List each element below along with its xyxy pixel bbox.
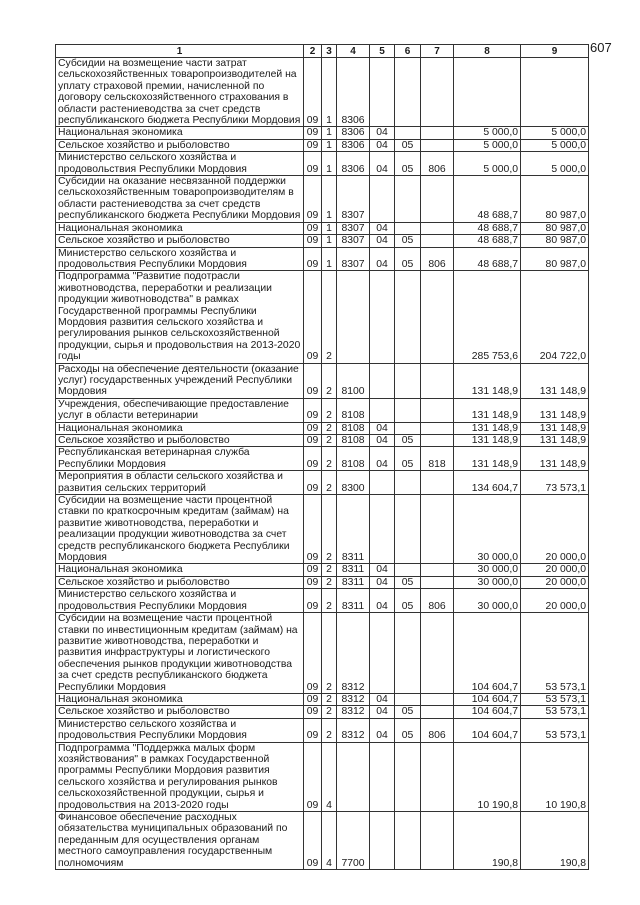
subsection-code-cell: 2 <box>322 471 337 495</box>
section-code-cell: 04 <box>370 576 395 588</box>
section-code-cell: 04 <box>370 693 395 705</box>
amount-2015-cell: 131 148,9 <box>521 398 589 422</box>
table-header <box>56 45 589 58</box>
table-row <box>56 706 589 718</box>
article-code-cell: 8108 <box>337 435 370 447</box>
amount-2015-cell: 131 148,9 <box>521 447 589 471</box>
section-code-cell <box>370 495 395 564</box>
row-name-cell: Мероприятия в области сельского хозяйства и развития сельских территорий <box>56 471 304 495</box>
table-row <box>56 613 589 694</box>
amount-2014-cell: 5 000,0 <box>454 139 521 151</box>
section-code-cell <box>370 812 395 870</box>
article-code-cell: 8307 <box>337 235 370 247</box>
vr-code-cell <box>421 742 454 811</box>
row-name-cell: Субсидии на возмещение части затрат сельскохозяйственных товаропроизводителей на уплату страховой премии, начисленной по договору сельскохозяйственного страхования в области растениеводства за счет средств республиканского бюджета Республики Мордовия <box>56 58 304 127</box>
table-row <box>56 222 589 234</box>
column-header: 4 <box>337 45 370 58</box>
article-code-cell: 8306 <box>337 127 370 139</box>
amount-2014-cell: 131 148,9 <box>454 398 521 422</box>
subsection2-code-cell <box>395 58 421 127</box>
subsection2-code-cell <box>395 422 421 434</box>
subsection2-code-cell: 05 <box>395 152 421 176</box>
table-row <box>56 152 589 176</box>
gr-code-cell: 09 <box>304 176 322 223</box>
vr-code-cell: 818 <box>421 447 454 471</box>
amount-2015-cell: 53 573,1 <box>521 613 589 694</box>
table-row <box>56 742 589 811</box>
amount-2015-cell: 80 987,0 <box>521 222 589 234</box>
amount-2015-cell: 80 987,0 <box>521 247 589 271</box>
article-code-cell: 8108 <box>337 398 370 422</box>
subsection-code-cell: 2 <box>322 447 337 471</box>
subsection-code-cell: 1 <box>322 152 337 176</box>
table-row <box>56 271 589 363</box>
subsection2-code-cell <box>395 471 421 495</box>
subsection-code-cell: 2 <box>322 422 337 434</box>
gr-code-cell: 09 <box>304 495 322 564</box>
amount-2014-cell: 48 688,7 <box>454 247 521 271</box>
header-row <box>56 45 589 58</box>
amount-2015-cell: 73 573,1 <box>521 471 589 495</box>
amount-2014-cell: 30 000,0 <box>454 564 521 576</box>
section-code-cell: 04 <box>370 706 395 718</box>
subsection2-code-cell <box>395 742 421 811</box>
gr-code-cell: 09 <box>304 247 322 271</box>
row-name-cell: Министерство сельского хозяйства и продовольствия Республики Мордовия <box>56 718 304 742</box>
vr-code-cell <box>421 495 454 564</box>
gr-code-cell: 09 <box>304 271 322 363</box>
vr-code-cell: 806 <box>421 589 454 613</box>
table-row <box>56 812 589 870</box>
column-header: 3 <box>322 45 337 58</box>
amount-2014-cell: 104 604,7 <box>454 706 521 718</box>
amount-2015-cell: 53 573,1 <box>521 693 589 705</box>
article-code-cell: 8312 <box>337 706 370 718</box>
gr-code-cell: 09 <box>304 422 322 434</box>
table-row <box>56 422 589 434</box>
vr-code-cell: 806 <box>421 152 454 176</box>
amount-2015-cell: 53 573,1 <box>521 718 589 742</box>
subsection-code-cell: 2 <box>322 718 337 742</box>
row-name-cell: Субсидии на оказание несвязанной поддержки сельскохозяйственным товаропроизводителям в области растениеводства за счет средств республиканского бюджета Республики Мордовия <box>56 176 304 223</box>
row-name-cell: Расходы на обеспечение деятельности (оказание услуг) государственных учреждений Республики Мордовия <box>56 363 304 398</box>
subsection2-code-cell <box>395 812 421 870</box>
article-code-cell: 8311 <box>337 576 370 588</box>
row-name-cell: Национальная экономика <box>56 564 304 576</box>
subsection-code-cell: 1 <box>322 222 337 234</box>
subsection2-code-cell <box>395 222 421 234</box>
amount-2014-cell: 131 148,9 <box>454 447 521 471</box>
subsection2-code-cell: 05 <box>395 235 421 247</box>
gr-code-cell: 09 <box>304 127 322 139</box>
gr-code-cell: 09 <box>304 235 322 247</box>
subsection-code-cell: 1 <box>322 127 337 139</box>
section-code-cell <box>370 613 395 694</box>
row-name-cell: Министерство сельского хозяйства и продовольствия Республики Мордовия <box>56 152 304 176</box>
table-row <box>56 176 589 223</box>
section-code-cell: 04 <box>370 235 395 247</box>
row-name-cell: Финансовое обеспечение расходных обязательства муниципальных образований по переданным для осуществления органам местного самоуправления государственным полномочиям <box>56 812 304 870</box>
amount-2015-cell: 5 000,0 <box>521 127 589 139</box>
row-name-cell: Подпрограмма "Поддержка малых форм хозяйствования" в рамках Государственной программы Республики Мордовия развития сельского хозяйства и регулирования рынков сельскохозяйственной продукции, сырья и продовольствия на 2013-2020 годы <box>56 742 304 811</box>
table-row <box>56 363 589 398</box>
article-code-cell: 8300 <box>337 471 370 495</box>
section-code-cell: 04 <box>370 564 395 576</box>
section-code-cell <box>370 398 395 422</box>
amount-2014-cell: 48 688,7 <box>454 222 521 234</box>
gr-code-cell: 09 <box>304 693 322 705</box>
row-name-cell: Министерство сельского хозяйства и продовольствия Республики Мордовия <box>56 589 304 613</box>
table-row <box>56 718 589 742</box>
subsection-code-cell: 4 <box>322 812 337 870</box>
section-code-cell: 04 <box>370 152 395 176</box>
subsection-code-cell: 2 <box>322 693 337 705</box>
amount-2015-cell: 20 000,0 <box>521 589 589 613</box>
row-name-cell: Национальная экономика <box>56 222 304 234</box>
row-name-cell: Сельское хозяйство и рыболовство <box>56 706 304 718</box>
table-row <box>56 564 589 576</box>
amount-2014-cell: 5 000,0 <box>454 152 521 176</box>
subsection2-code-cell <box>395 271 421 363</box>
row-name-cell: Сельское хозяйство и рыболовство <box>56 139 304 151</box>
vr-code-cell <box>421 576 454 588</box>
subsection-code-cell: 1 <box>322 235 337 247</box>
column-header: 5 <box>370 45 395 58</box>
row-name-cell: Республиканская ветеринарная служба Республики Мордовия <box>56 447 304 471</box>
amount-2014-cell: 104 604,7 <box>454 693 521 705</box>
article-code-cell: 8311 <box>337 495 370 564</box>
gr-code-cell: 09 <box>304 58 322 127</box>
article-code-cell <box>337 742 370 811</box>
vr-code-cell <box>421 235 454 247</box>
vr-code-cell <box>421 271 454 363</box>
section-code-cell: 04 <box>370 589 395 613</box>
section-code-cell: 04 <box>370 422 395 434</box>
row-name-cell: Национальная экономика <box>56 127 304 139</box>
vr-code-cell <box>421 222 454 234</box>
subsection2-code-cell <box>395 176 421 223</box>
vr-code-cell <box>421 564 454 576</box>
subsection2-code-cell: 05 <box>395 706 421 718</box>
subsection-code-cell: 2 <box>322 398 337 422</box>
article-code-cell: 8311 <box>337 564 370 576</box>
table-row <box>56 576 589 588</box>
gr-code-cell: 09 <box>304 435 322 447</box>
vr-code-cell <box>421 471 454 495</box>
subsection-code-cell: 2 <box>322 706 337 718</box>
amount-2014-cell: 131 148,9 <box>454 363 521 398</box>
amount-2014-cell: 30 000,0 <box>454 495 521 564</box>
vr-code-cell <box>421 706 454 718</box>
vr-code-cell <box>421 693 454 705</box>
section-code-cell <box>370 471 395 495</box>
row-name-cell: Национальная экономика <box>56 693 304 705</box>
gr-code-cell: 09 <box>304 139 322 151</box>
row-name-cell: Субсидии на возмещение части процентной ставки по краткосрочным кредитам (займам) на развитие животноводства, переработки и реализации продукции животноводства за счет средств республиканского бюджета Республики Мордовия <box>56 495 304 564</box>
section-code-cell: 04 <box>370 435 395 447</box>
amount-2014-cell: 5 000,0 <box>454 127 521 139</box>
column-header: 7 <box>421 45 454 58</box>
article-code-cell: 7700 <box>337 812 370 870</box>
section-code-cell <box>370 271 395 363</box>
amount-2014-cell: 30 000,0 <box>454 576 521 588</box>
gr-code-cell: 09 <box>304 398 322 422</box>
table-row <box>56 127 589 139</box>
subsection-code-cell: 2 <box>322 613 337 694</box>
subsection-code-cell: 1 <box>322 176 337 223</box>
amount-2015-cell: 131 148,9 <box>521 435 589 447</box>
section-code-cell: 04 <box>370 247 395 271</box>
table-row <box>56 447 589 471</box>
article-code-cell: 8307 <box>337 222 370 234</box>
vr-code-cell <box>421 422 454 434</box>
column-header: 2 <box>304 45 322 58</box>
amount-2014-cell: 48 688,7 <box>454 176 521 223</box>
amount-2014-cell: 48 688,7 <box>454 235 521 247</box>
subsection-code-cell: 2 <box>322 435 337 447</box>
subsection-code-cell: 2 <box>322 589 337 613</box>
subsection-code-cell: 1 <box>322 139 337 151</box>
subsection2-code-cell: 05 <box>395 139 421 151</box>
vr-code-cell <box>421 812 454 870</box>
section-code-cell <box>370 176 395 223</box>
amount-2015-cell: 20 000,0 <box>521 576 589 588</box>
article-code-cell: 8307 <box>337 247 370 271</box>
section-code-cell <box>370 742 395 811</box>
subsection2-code-cell <box>395 613 421 694</box>
gr-code-cell: 09 <box>304 447 322 471</box>
row-name-cell: Сельское хозяйство и рыболовство <box>56 235 304 247</box>
amount-2014-cell: 131 148,9 <box>454 435 521 447</box>
article-code-cell: 8306 <box>337 139 370 151</box>
vr-code-cell <box>421 363 454 398</box>
row-name-cell: Министерство сельского хозяйства и продовольствия Республики Мордовия <box>56 247 304 271</box>
article-code-cell: 8311 <box>337 589 370 613</box>
amount-2015-cell: 20 000,0 <box>521 495 589 564</box>
vr-code-cell <box>421 176 454 223</box>
subsection2-code-cell <box>395 693 421 705</box>
column-header: 6 <box>395 45 421 58</box>
table-row <box>56 495 589 564</box>
subsection-code-cell: 2 <box>322 576 337 588</box>
amount-2014-cell: 10 190,8 <box>454 742 521 811</box>
amount-2014-cell: 104 604,7 <box>454 718 521 742</box>
subsection-code-cell: 4 <box>322 742 337 811</box>
gr-code-cell: 09 <box>304 471 322 495</box>
subsection-code-cell: 2 <box>322 564 337 576</box>
page-number: 607 <box>590 40 612 55</box>
article-code-cell: 8307 <box>337 176 370 223</box>
subsection-code-cell: 2 <box>322 363 337 398</box>
column-header: 9 <box>521 45 589 58</box>
gr-code-cell: 09 <box>304 576 322 588</box>
subsection2-code-cell: 05 <box>395 247 421 271</box>
vr-code-cell <box>421 127 454 139</box>
subsection-code-cell: 1 <box>322 58 337 127</box>
subsection2-code-cell <box>395 495 421 564</box>
gr-code-cell: 09 <box>304 742 322 811</box>
subsection-code-cell: 2 <box>322 495 337 564</box>
table-row <box>56 471 589 495</box>
article-code-cell: 8100 <box>337 363 370 398</box>
gr-code-cell: 09 <box>304 152 322 176</box>
table-row <box>56 58 589 127</box>
vr-code-cell <box>421 58 454 127</box>
section-code-cell: 04 <box>370 127 395 139</box>
article-code-cell: 8306 <box>337 152 370 176</box>
amount-2014-cell: 285 753,6 <box>454 271 521 363</box>
vr-code-cell: 806 <box>421 718 454 742</box>
row-name-cell: Субсидии на возмещение части процентной ставки по инвестиционным кредитам (займам) на развитие животноводства, переработки и развития инфраструктуры и логистического обеспечения рынков продукции животноводства за счет средств республиканского бюджета Республики Мордовия <box>56 613 304 694</box>
gr-code-cell: 09 <box>304 589 322 613</box>
amount-2014-cell: 104 604,7 <box>454 613 521 694</box>
subsection2-code-cell <box>395 363 421 398</box>
amount-2015-cell: 80 987,0 <box>521 235 589 247</box>
gr-code-cell: 09 <box>304 812 322 870</box>
article-code-cell: 8306 <box>337 58 370 127</box>
row-name-cell: Сельское хозяйство и рыболовство <box>56 435 304 447</box>
vr-code-cell: 806 <box>421 247 454 271</box>
table-row <box>56 247 589 271</box>
column-header: 1 <box>56 45 304 58</box>
amount-2014-cell: 190,8 <box>454 812 521 870</box>
amount-2015-cell: 131 148,9 <box>521 422 589 434</box>
article-code-cell: 8108 <box>337 447 370 471</box>
table-row <box>56 398 589 422</box>
table-body <box>56 58 589 870</box>
subsection2-code-cell: 05 <box>395 589 421 613</box>
subsection-code-cell: 2 <box>322 271 337 363</box>
subsection-code-cell: 1 <box>322 247 337 271</box>
row-name-cell: Национальная экономика <box>56 422 304 434</box>
subsection2-code-cell <box>395 564 421 576</box>
vr-code-cell <box>421 613 454 694</box>
amount-2014-cell <box>454 58 521 127</box>
gr-code-cell: 09 <box>304 564 322 576</box>
subsection2-code-cell <box>395 398 421 422</box>
vr-code-cell <box>421 435 454 447</box>
subsection2-code-cell: 05 <box>395 447 421 471</box>
budget-table <box>55 44 589 870</box>
amount-2015-cell: 204 722,0 <box>521 271 589 363</box>
row-name-cell: Подпрограмма "Развитие подотрасли животноводства, переработки и реализации продукции животноводства" в рамках Государственной программы Республики Мордовия развития сельского хозяйства и регулирования рынков сельскохозяйственной продукции, сырья и продовольствия на 2013-2020 годы <box>56 271 304 363</box>
gr-code-cell: 09 <box>304 718 322 742</box>
section-code-cell <box>370 363 395 398</box>
article-code-cell: 8108 <box>337 422 370 434</box>
subsection2-code-cell: 05 <box>395 435 421 447</box>
gr-code-cell: 09 <box>304 363 322 398</box>
amount-2014-cell: 134 604,7 <box>454 471 521 495</box>
vr-code-cell <box>421 139 454 151</box>
column-header: 8 <box>454 45 521 58</box>
amount-2015-cell: 20 000,0 <box>521 564 589 576</box>
amount-2014-cell: 30 000,0 <box>454 589 521 613</box>
amount-2015-cell: 5 000,0 <box>521 152 589 176</box>
gr-code-cell: 09 <box>304 706 322 718</box>
amount-2015-cell: 80 987,0 <box>521 176 589 223</box>
article-code-cell: 8312 <box>337 718 370 742</box>
amount-2015-cell <box>521 58 589 127</box>
article-code-cell: 8312 <box>337 613 370 694</box>
table-row <box>56 589 589 613</box>
article-code-cell <box>337 271 370 363</box>
section-code-cell: 04 <box>370 447 395 471</box>
table-row <box>56 235 589 247</box>
gr-code-cell: 09 <box>304 222 322 234</box>
table-row <box>56 693 589 705</box>
section-code-cell: 04 <box>370 718 395 742</box>
section-code-cell: 04 <box>370 222 395 234</box>
amount-2015-cell: 53 573,1 <box>521 706 589 718</box>
table-row <box>56 435 589 447</box>
row-name-cell: Учреждения, обеспечивающие предоставление услуг в области ветеринарии <box>56 398 304 422</box>
section-code-cell: 04 <box>370 139 395 151</box>
amount-2015-cell: 5 000,0 <box>521 139 589 151</box>
subsection2-code-cell: 05 <box>395 576 421 588</box>
row-name-cell: Сельское хозяйство и рыболовство <box>56 576 304 588</box>
subsection2-code-cell: 05 <box>395 718 421 742</box>
vr-code-cell <box>421 398 454 422</box>
subsection2-code-cell <box>395 127 421 139</box>
amount-2015-cell: 10 190,8 <box>521 742 589 811</box>
table-row <box>56 139 589 151</box>
amount-2015-cell: 131 148,9 <box>521 363 589 398</box>
amount-2015-cell: 190,8 <box>521 812 589 870</box>
amount-2014-cell: 131 148,9 <box>454 422 521 434</box>
article-code-cell: 8312 <box>337 693 370 705</box>
section-code-cell <box>370 58 395 127</box>
gr-code-cell: 09 <box>304 613 322 694</box>
